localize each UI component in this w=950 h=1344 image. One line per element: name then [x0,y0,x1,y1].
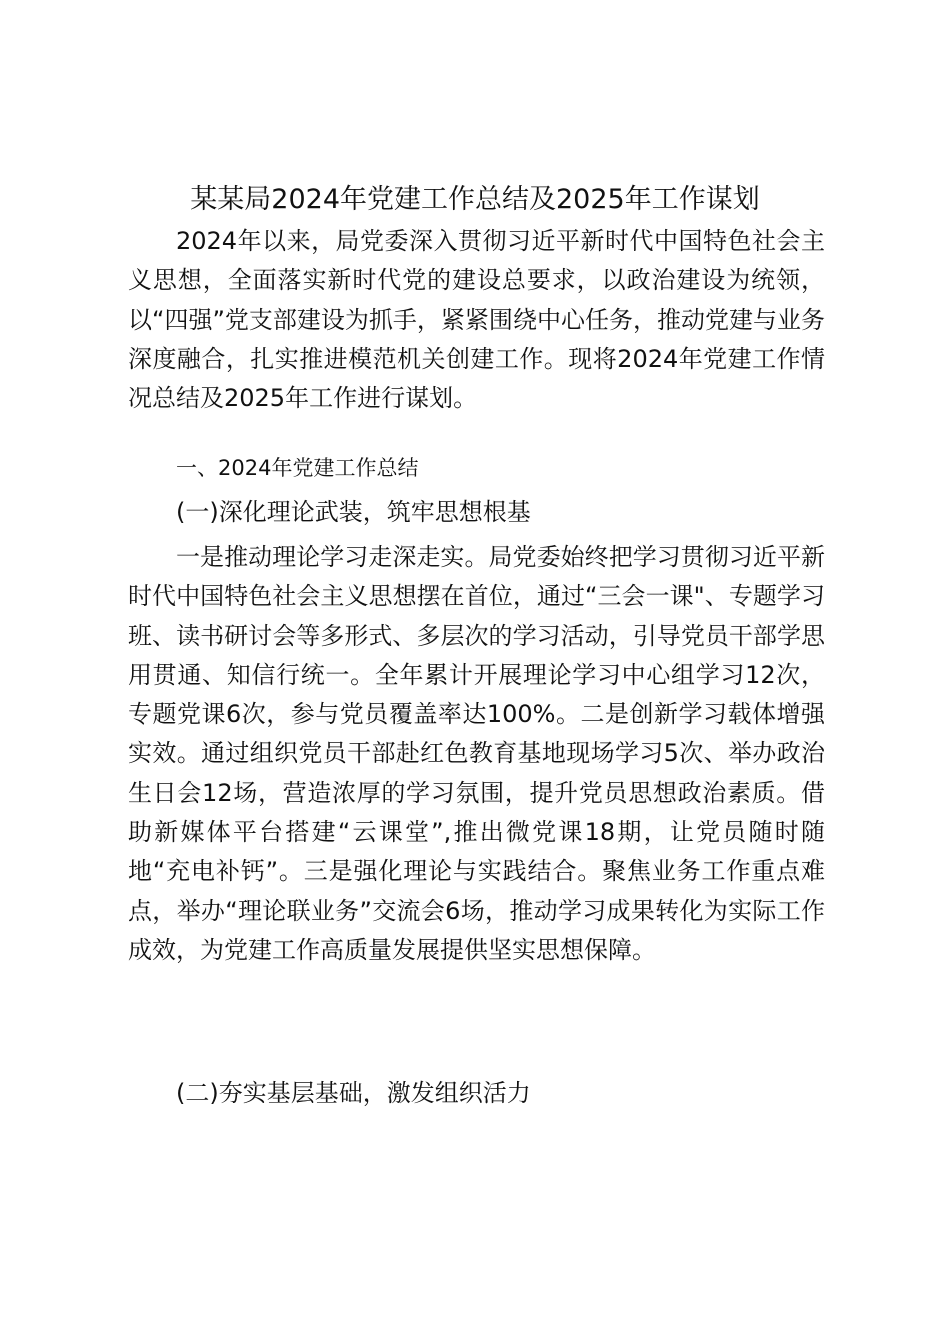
subsection-1-paragraph: 一是推动理论学习走深走实。局党委始终把学习贯彻习近平新时代中国特色社会主义思想摆在首位，通过“三会一课"、专题学习班、读书研讨会等多形式、多层次的学习活动，引导党员干部学思用贯通、知信行统一。全年累计开展理论学习中心组学习12次，专题党课6次，参与党员覆盖率达100%。二是创新学习载体增强实效。通过组织党员干部赴红色教育基地现场学习5次、举办政治生日会12场，营造浓厚的学习氛围，提升党员思想政治素质。借助新媒体平台搭建“云课堂”,推出微党课18期，让党员随时随地“充电补钙”。三是强化理论与实践结合。聚焦业务工作重点难点，举办“理论联业务”交流会6场，推动学习成果转化为实际工作成效，为党建工作高质量发展提供坚实思想保障。 [128,543,825,964]
intro-paragraph: 2024年以来，局党委深入贯彻习近平新时代中国特色社会主义思想，全面落实新时代党的建设总要求，以政治建设为统领，以“四强”党支部建设为抓手，紧紧围绕中心任务，推动党建与业务深度融合，扎实推进模范机关创建工作。现将2024年党建工作情况总结及2025年工作进行谋划。 [128,227,825,413]
subsection-heading-1: (一)深化理论武装，筑牢思想根基 [176,498,531,526]
subsection-heading-2: (二)夯实基层基础，激发组织活力 [176,1079,531,1107]
section-heading-1: 一、2024年党建工作总结 [176,456,419,480]
document-title: 某某局2024年党建工作总结及2025年工作谋划 [190,184,760,215]
